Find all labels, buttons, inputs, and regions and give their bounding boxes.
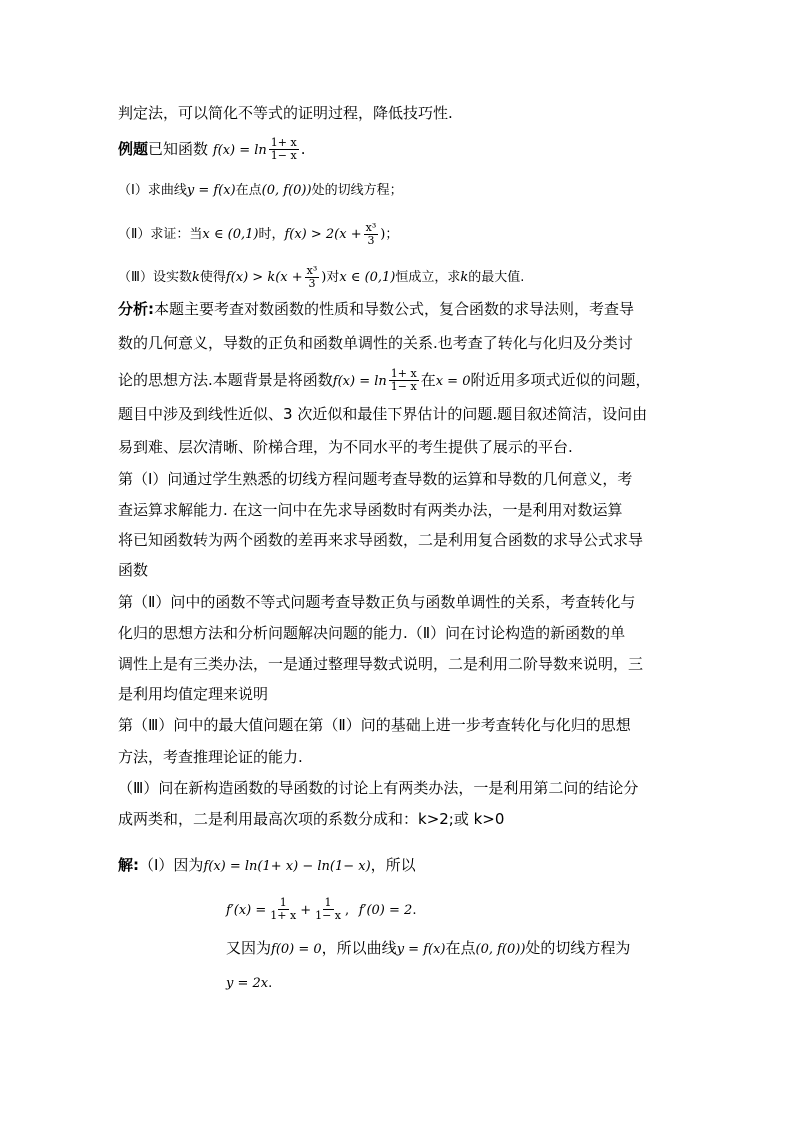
text: （Ⅲ）设实数 <box>118 270 192 285</box>
numerator: x³ <box>365 221 377 234</box>
math: x ∈ (0,1) <box>202 227 259 242</box>
text-line <box>118 592 635 612</box>
text: ，所以 <box>370 856 416 874</box>
math: x ∈ (0,1) <box>339 270 396 285</box>
math: . <box>412 903 417 918</box>
text: 将已知函数转为两个函数的差再来求导函数，二是利用复合函数的求导公式求导 <box>118 531 644 549</box>
text: 处的切线方程； <box>311 183 403 198</box>
question-2 <box>118 222 398 247</box>
math: k <box>460 270 469 285</box>
text-line <box>118 747 303 767</box>
text: 又因为 <box>226 939 272 957</box>
formula-line <box>226 897 416 922</box>
text: 第（Ⅱ）问中的函数不等式问题考查导数正负与函数单调性的关系，考查转化与 <box>118 593 636 611</box>
example-line <box>118 137 306 162</box>
text-line <box>118 103 453 123</box>
numerator: 1 <box>279 896 287 909</box>
math: (0, f(0)) <box>261 183 312 198</box>
text: 已知函数 <box>148 140 209 158</box>
fraction <box>268 897 298 922</box>
text: 成两类和，二是利用最高次项的系数分成和：k>2;或 k>0 <box>118 810 505 828</box>
text-line <box>226 938 630 960</box>
text: ，所以曲线 <box>321 939 397 957</box>
math: (0, f(0)) <box>475 942 526 957</box>
fraction <box>364 222 379 247</box>
text: 使得 <box>199 270 226 285</box>
text: 化归的思想方法和分析问题解决问题的能力.（Ⅱ）问在讨论构造的新函数的单 <box>118 624 626 642</box>
text-line <box>118 778 638 798</box>
text: 处的切线方程为 <box>525 939 631 957</box>
text: 论的思想方法.本题背景是将函数 <box>118 371 333 389</box>
example-label: 例题 <box>118 140 149 158</box>
text-line <box>118 684 268 704</box>
text-line <box>118 437 573 457</box>
numerator: 1+ x <box>390 367 417 380</box>
math: f′(x) = <box>226 903 267 918</box>
text: 在 <box>420 371 436 389</box>
math: f(0) = 0 <box>271 942 322 957</box>
math: + <box>300 903 312 918</box>
text: 是利用均值定理来说明 <box>118 685 269 703</box>
math: f′(0) = 2 <box>358 903 413 918</box>
text: 判定法，可以简化不等式的证明过程，降低技巧性. <box>118 104 453 122</box>
text: 本题主要考查对数函数的性质和导数公式，复合函数的求导法则，考查导 <box>154 300 635 318</box>
text: 附近用多项式近似的问题， <box>470 371 651 389</box>
analysis-line <box>118 299 634 319</box>
text: 第（Ⅰ）问通过学生熟悉的切线方程问题考查导数的运算和导数的几何意义，考 <box>118 470 633 488</box>
math: f(x) = ln(1+ x) − ln(1− x) <box>203 859 371 874</box>
math: . <box>268 976 273 991</box>
numerator: x³ <box>306 264 318 277</box>
numerator: 1 <box>324 896 332 909</box>
denominator: 3 <box>308 277 316 290</box>
text-line <box>118 404 647 424</box>
text: 恒成立，求 <box>395 270 461 285</box>
text: 数的几何意义，导数的正负和函数单调性的关系.也考查了转化与化归及分类讨 <box>118 334 633 352</box>
text: 易到难、层次清晰、阶梯合理，为不同水平的考生提供了展示的平台. <box>118 438 573 456</box>
text-line <box>118 623 625 643</box>
math: f(x) > k(x + <box>225 270 303 285</box>
text: )； <box>380 227 399 242</box>
math: y = f(x) <box>396 942 446 957</box>
numerator: 1+ x <box>270 136 297 149</box>
text-line <box>118 654 643 674</box>
text: 查运算求解能力. 在这一问中在先求导函数时有两类办法，一是利用对数运算 <box>118 501 623 519</box>
math: f(x) = ln <box>332 374 387 389</box>
denominator: 3 <box>367 234 375 247</box>
text: 第（Ⅲ）问中的最大值问题在第（Ⅱ）问的基础上进一步考查转化与化归的思想 <box>118 716 631 734</box>
solution-label: 解: <box>118 856 139 874</box>
text: （Ⅲ）问在新构造函数的导函数的讨论上有两类办法，一是利用第二问的结论分 <box>118 779 639 797</box>
analysis-label: 分析: <box>118 300 154 318</box>
denominator: 1+ x <box>270 909 297 922</box>
math: , <box>345 903 350 918</box>
text: 对 <box>326 270 340 285</box>
math: x = 0 <box>435 374 471 389</box>
text: 调性上是有三类办法，一是通过整理导数式说明，二是利用二阶导数来说明，三 <box>118 655 644 673</box>
text: 的最大值. <box>468 270 525 285</box>
math: f(x) > 2(x + <box>284 227 362 242</box>
denominator: 1− x <box>315 909 342 922</box>
solution-line <box>118 855 416 877</box>
math: ) <box>321 270 327 285</box>
fraction <box>389 368 419 393</box>
text-line <box>118 809 504 829</box>
text-line <box>118 368 650 393</box>
text: 在点 <box>445 939 476 957</box>
text: 在点 <box>235 183 262 198</box>
math: y = f(x) <box>186 183 236 198</box>
text: 时， <box>258 227 285 242</box>
math: y = 2x <box>226 976 269 991</box>
text-line <box>118 560 148 580</box>
fraction <box>305 265 320 290</box>
fraction <box>269 137 299 162</box>
text-line <box>118 530 643 550</box>
text: （Ⅰ）因为 <box>139 856 204 874</box>
text-line <box>118 333 633 353</box>
denominator: 1− x <box>270 149 297 162</box>
denominator: 1− x <box>390 380 417 393</box>
text-line <box>118 500 623 520</box>
text-line <box>118 715 631 735</box>
question-1 <box>118 181 403 201</box>
math: f(x) = ln <box>212 143 267 158</box>
text: （Ⅰ）求曲线 <box>118 183 187 198</box>
text: 函数 <box>118 561 149 579</box>
question-3 <box>118 265 524 290</box>
formula-line <box>226 972 272 994</box>
text: （Ⅱ）求证：当 <box>118 227 203 242</box>
text: 题目中涉及到线性近似、3 次近似和最佳下界估计的问题.题目叙述简洁，设问由 <box>118 405 648 423</box>
text: 方法，考查推理论证的能力. <box>118 748 303 766</box>
math: k <box>191 270 200 285</box>
fraction <box>313 897 343 922</box>
text-line <box>118 469 632 489</box>
text: . <box>300 140 306 158</box>
